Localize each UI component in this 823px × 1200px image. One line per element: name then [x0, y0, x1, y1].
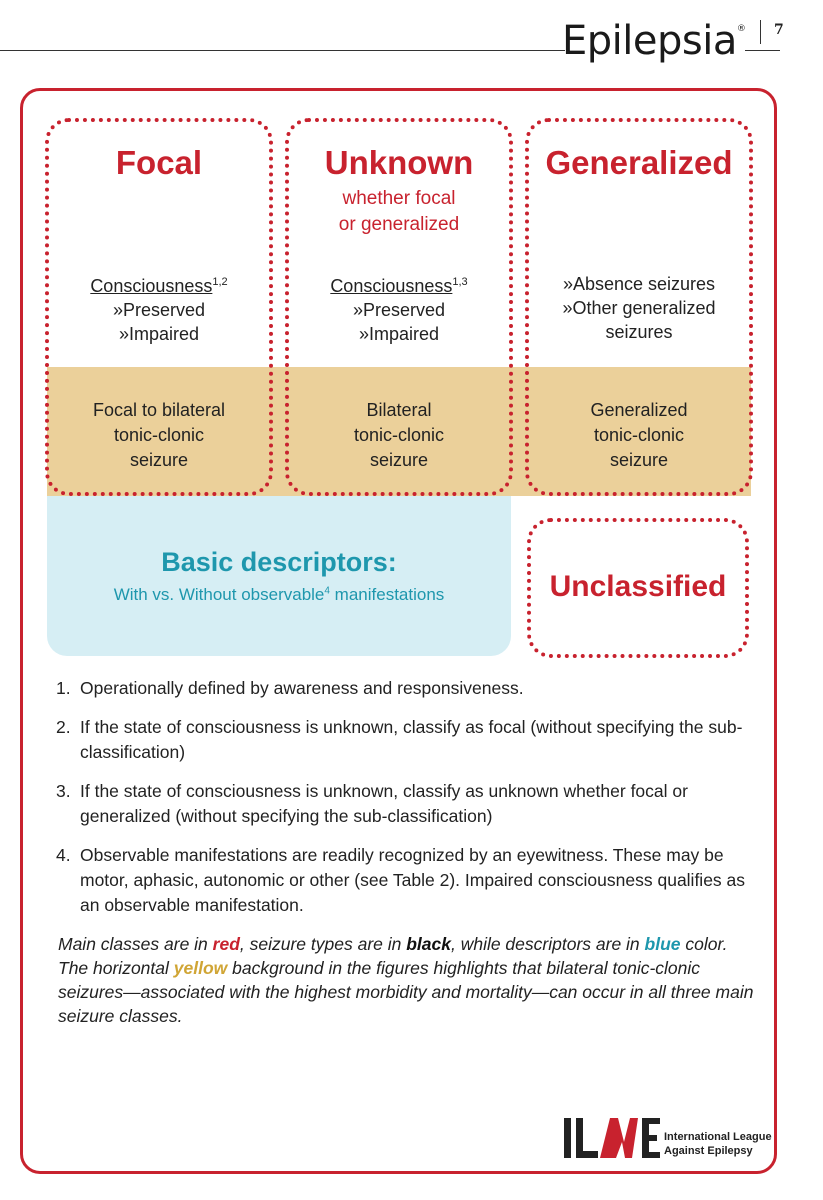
ilae-logo-text: International League Against Epilepsy	[664, 1131, 772, 1157]
descriptors-title: Basic descriptors:	[161, 547, 397, 577]
focal-consciousness-list: Consciousness$^{1,2}$ »Preserved »Impaired	[90, 276, 228, 344]
generalized-band-text: Generalized tonic-clonic seizure	[590, 400, 688, 470]
unknown-band-text: Bilateral tonic-clonic seizure	[353, 400, 445, 470]
descriptors-subtitle: With vs. Without observable$^4$ manifestations	[113, 585, 445, 604]
footnotes-list	[56, 676, 756, 932]
class-box-unknown	[285, 118, 513, 496]
generalized-list: »Absence seizures »Other generalized seizures	[562, 274, 716, 342]
class-box-unclassified	[527, 518, 749, 658]
footnote-item: 2. If the state of consciousness is unknown, classify as focal (without specifying the sub-classification)	[56, 717, 743, 762]
class-title-focal: Focal	[115, 144, 203, 181]
footnote-item: 3. If the state of consciousness is unknown, classify as unknown whether focal or generalized (without specifying the sub-classification)	[56, 781, 688, 826]
header-rule-tail	[745, 50, 780, 51]
class-title-generalized: Generalized	[545, 144, 733, 181]
figure-caption: Main classes are in red, seizure types are in black, while descriptors are in blue color. The horizontal yellow background in the figures highlights that bilateral tonic-clonic seizures—associated with the highest morbidity and mortality—can occur in all three main seizure classes.	[58, 934, 754, 1026]
focal-band-text: Focal to bilateral tonic-clonic seizure	[92, 400, 226, 470]
journal-title: Epilepsia®	[562, 18, 746, 64]
page-number: 7	[774, 22, 784, 38]
class-title-unknown: Unknown	[324, 144, 474, 181]
ilae-logo-icon	[562, 1112, 662, 1162]
header-divider	[760, 20, 761, 44]
header-rule	[0, 50, 565, 51]
footnote-item: 4. Observable manifestations are readily recognized by an eyewitness. These may be motor, aphasic, autonomic or other (see Table 2). Impaired consciousness qualifies as an observable manifestation.	[56, 845, 746, 915]
unknown-subtitle: whether focal or generalized	[338, 188, 460, 235]
unknown-consciousness-list: Consciousness$^{1,3}$ »Preserved »Impaired	[330, 276, 468, 344]
footnote-item: 1. Operationally defined by awareness and responsiveness.	[56, 678, 524, 698]
class-box-focal	[45, 118, 273, 496]
class-title-unclassified: Unclassified	[549, 570, 727, 603]
class-box-generalized	[525, 118, 753, 496]
